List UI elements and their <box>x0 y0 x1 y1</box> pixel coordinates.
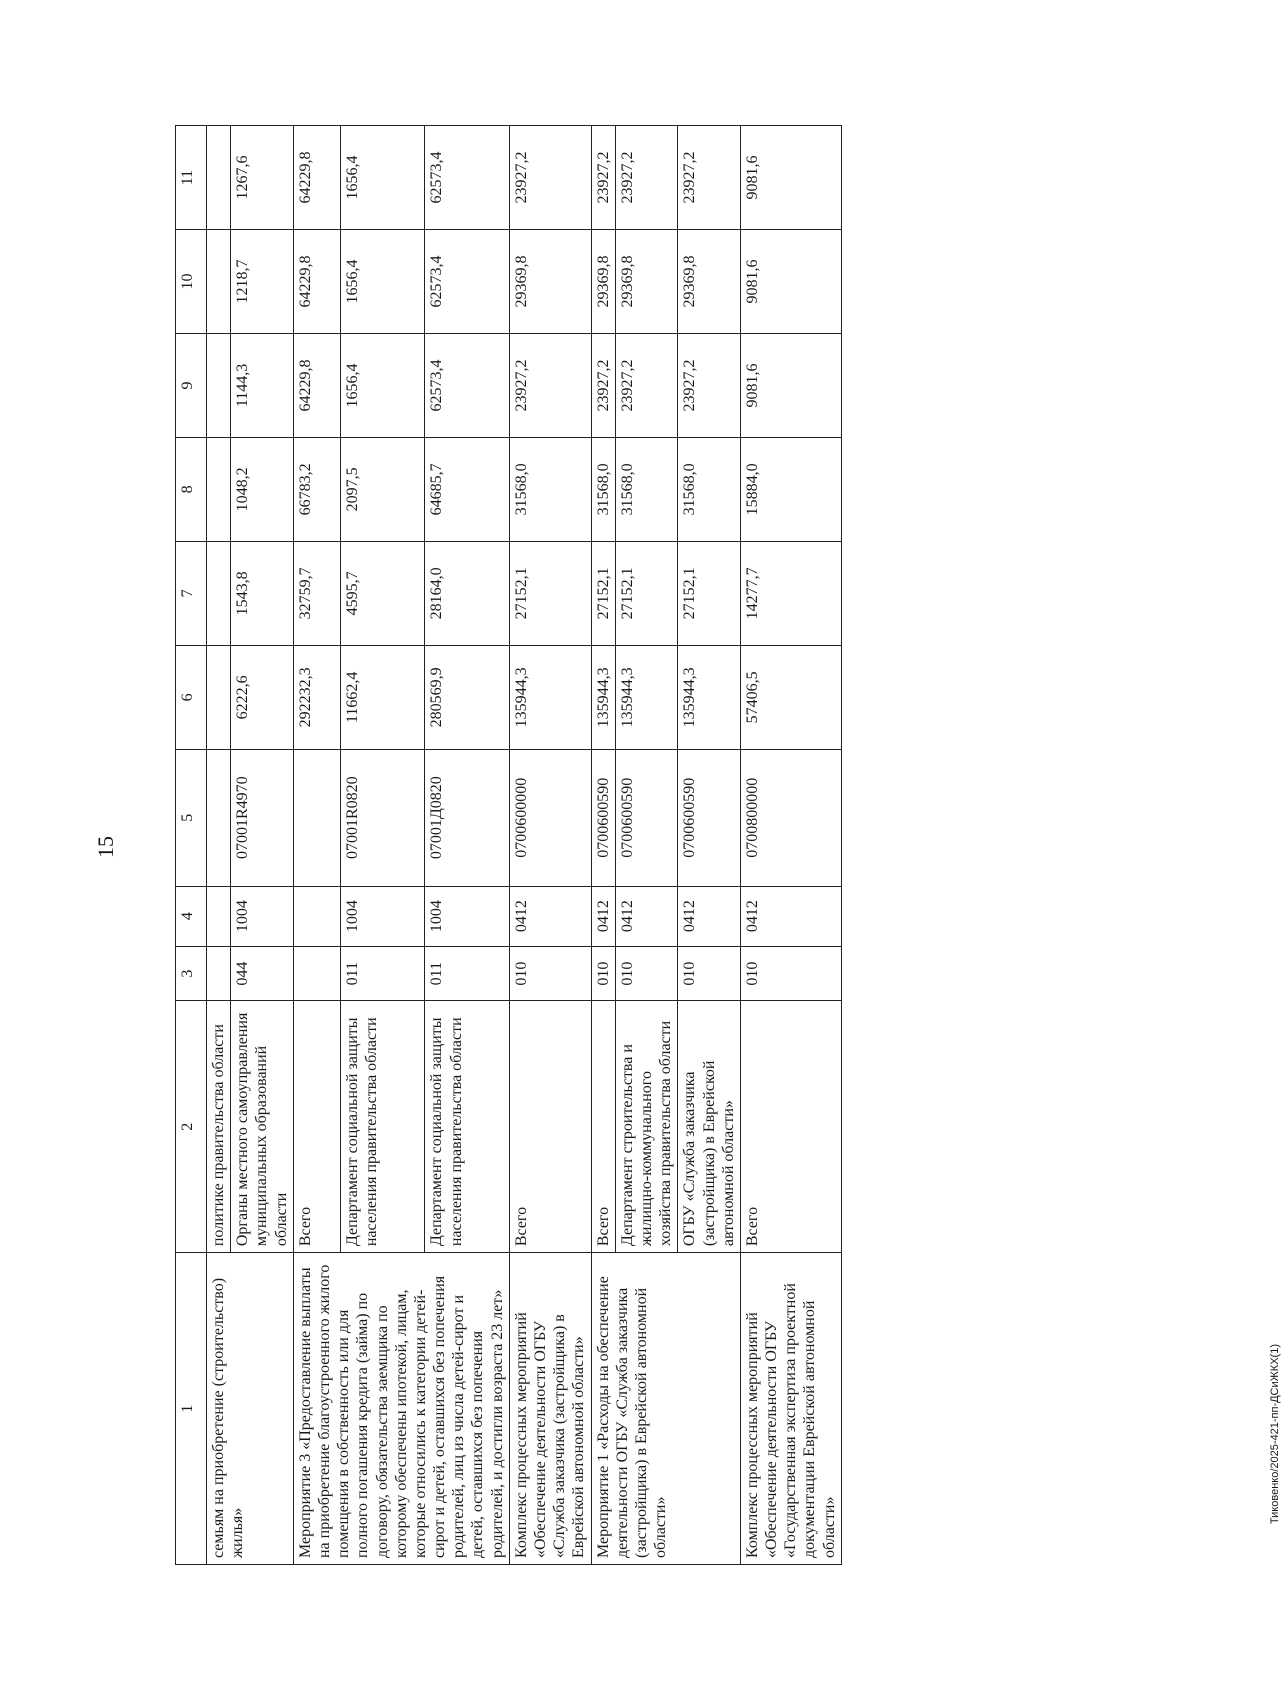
value-cell: 1656,4 <box>340 333 424 437</box>
value-cell: 27152,1 <box>615 541 678 645</box>
measure-name-cell: Комплекс процессных мероприятий «Обеспечение деятельности ОГБУ «Служба заказчика (застройщика) в Еврейской автономной области» <box>509 1253 591 1565</box>
value-cell: 23927,2 <box>678 126 741 230</box>
value-cell: 31568,0 <box>591 437 615 541</box>
value-cell: 23927,2 <box>615 126 678 230</box>
value-cell <box>207 437 231 541</box>
value-cell: 010 <box>591 946 615 1001</box>
value-cell: 6222,6 <box>231 645 294 749</box>
value-cell: 9081,6 <box>740 126 841 230</box>
value-cell: 07001R4970 <box>231 749 294 886</box>
value-cell: 28164,0 <box>425 541 510 645</box>
value-cell: 0412 <box>591 886 615 946</box>
value-cell: 9081,6 <box>740 230 841 334</box>
footer-document-code <box>1269 1254 1281 1525</box>
value-cell: 29369,8 <box>509 230 591 334</box>
value-cell: 010 <box>678 946 741 1001</box>
value-cell: 23927,2 <box>591 126 615 230</box>
table-header-row <box>176 126 207 1565</box>
value-cell: 23927,2 <box>615 333 678 437</box>
value-cell: 0412 <box>678 886 741 946</box>
value-cell: 23927,2 <box>509 126 591 230</box>
header-cell: 10 <box>176 230 207 334</box>
value-cell: 2097,5 <box>340 437 424 541</box>
value-cell: 29369,8 <box>615 230 678 334</box>
executor-cell: политике правительства области <box>207 1001 231 1253</box>
budget-table <box>175 125 842 1565</box>
table-row <box>740 126 841 1565</box>
value-cell: 29369,8 <box>678 230 741 334</box>
value-cell: 23927,2 <box>509 333 591 437</box>
header-cell: 7 <box>176 541 207 645</box>
value-cell: 0412 <box>509 886 591 946</box>
value-cell: 1543,8 <box>231 541 294 645</box>
header-cell: 8 <box>176 437 207 541</box>
executor-cell: Департамент социальной защиты населения правительства области <box>340 1001 424 1253</box>
value-cell: 044 <box>231 946 294 1001</box>
value-cell: 62573,4 <box>425 333 510 437</box>
value-cell: 29369,8 <box>591 230 615 334</box>
value-cell <box>293 946 340 1001</box>
executor-cell: Всего <box>509 1001 591 1253</box>
value-cell: 57406,5 <box>740 645 841 749</box>
table-row <box>591 126 615 1565</box>
value-cell: 011 <box>340 946 424 1001</box>
value-cell: 27152,1 <box>591 541 615 645</box>
value-cell: 64229,8 <box>293 126 340 230</box>
executor-cell: Органы местного самоуправления муниципальных образований области <box>231 1001 294 1253</box>
value-cell: 0700600590 <box>678 749 741 886</box>
value-cell: 011 <box>425 946 510 1001</box>
value-cell: 11662,4 <box>340 645 424 749</box>
executor-cell: Всего <box>740 1001 841 1253</box>
value-cell: 135944,3 <box>615 645 678 749</box>
value-cell <box>207 886 231 946</box>
value-cell: 31568,0 <box>615 437 678 541</box>
value-cell: 1004 <box>425 886 510 946</box>
header-cell: 1 <box>176 1253 207 1565</box>
value-cell: 1144,3 <box>231 333 294 437</box>
value-cell: 1656,4 <box>340 230 424 334</box>
executor-cell: Департамент строительства и жилищно-коммунального хозяйства правительства области <box>615 1001 678 1253</box>
value-cell <box>207 645 231 749</box>
value-cell: 27152,1 <box>678 541 741 645</box>
value-cell: 23927,2 <box>591 333 615 437</box>
value-cell <box>207 749 231 886</box>
value-cell <box>207 541 231 645</box>
header-cell: 9 <box>176 333 207 437</box>
table-row <box>293 126 340 1565</box>
value-cell: 010 <box>509 946 591 1001</box>
executor-cell: Всего <box>293 1001 340 1253</box>
executor-cell: Департамент социальной защиты населения правительства области <box>425 1001 510 1253</box>
value-cell: 23927,2 <box>678 333 741 437</box>
value-cell: 1218,7 <box>231 230 294 334</box>
executor-cell: Всего <box>591 1001 615 1253</box>
value-cell: 1004 <box>340 886 424 946</box>
value-cell: 15884,0 <box>740 437 841 541</box>
value-cell <box>207 126 231 230</box>
value-cell: 4595,7 <box>340 541 424 645</box>
value-cell: 292232,3 <box>293 645 340 749</box>
footer-document-code-text: Тиковенко/2025-421-пп-ДСиЖКХ(1) <box>1269 1344 1281 1525</box>
value-cell: 07001R0820 <box>340 749 424 886</box>
value-cell: 0700600000 <box>509 749 591 886</box>
value-cell: 07001Д0820 <box>425 749 510 886</box>
value-cell <box>293 749 340 886</box>
executor-cell: ОГБУ «Служба заказчика (застройщика) в Еврейской автономной области» <box>678 1001 741 1253</box>
table-row <box>509 126 591 1565</box>
measure-name-cell: Мероприятие 3 «Предоставление выплаты на приобретение благоустроенного жилого помещения в собственность или для полного погашения кредита (займа) по договору, обязательства заемщика по которому обеспечены ипотекой, лицам, которые относились к категории детей-сирот и детей, оставшихся без попечения родителей, лиц из числа детей-сирот и детей, оставшихся без попечения родителей, и достигли возраста 23 лет» <box>293 1253 509 1565</box>
header-cell: 5 <box>176 749 207 886</box>
header-cell: 4 <box>176 886 207 946</box>
table-body <box>176 126 842 1565</box>
value-cell: 010 <box>740 946 841 1001</box>
value-cell: 9081,6 <box>740 333 841 437</box>
rotated-table-container <box>175 125 1125 1565</box>
value-cell: 135944,3 <box>678 645 741 749</box>
value-cell: 14277,7 <box>740 541 841 645</box>
value-cell: 1004 <box>231 886 294 946</box>
value-cell: 0412 <box>740 886 841 946</box>
header-cell: 3 <box>176 946 207 1001</box>
measure-name-cell: Комплекс процессных мероприятий «Обеспечение деятельности ОГБУ «Государственная экспертиза проектной документации Еврейской автономной области» <box>740 1253 841 1565</box>
value-cell: 135944,3 <box>509 645 591 749</box>
header-cell: 11 <box>176 126 207 230</box>
value-cell <box>207 230 231 334</box>
value-cell: 010 <box>615 946 678 1001</box>
value-cell: 64229,8 <box>293 230 340 334</box>
value-cell: 64685,7 <box>425 437 510 541</box>
value-cell: 62573,4 <box>425 126 510 230</box>
value-cell: 0700800000 <box>740 749 841 886</box>
value-cell: 1267,6 <box>231 126 294 230</box>
value-cell: 0700600590 <box>591 749 615 886</box>
value-cell: 135944,3 <box>591 645 615 749</box>
value-cell: 0412 <box>615 886 678 946</box>
value-cell <box>293 886 340 946</box>
table-row <box>207 126 231 1565</box>
header-cell: 6 <box>176 645 207 749</box>
value-cell: 1048,2 <box>231 437 294 541</box>
value-cell: 27152,1 <box>509 541 591 645</box>
value-cell <box>207 333 231 437</box>
value-cell <box>207 946 231 1001</box>
measure-name-cell: Мероприятие 1 «Расходы на обеспечение деятельности ОГБУ «Служба заказчика (застройщика) в Еврейской автономной области» <box>591 1253 740 1565</box>
value-cell: 280569,9 <box>425 645 510 749</box>
value-cell: 0700600590 <box>615 749 678 886</box>
value-cell: 31568,0 <box>678 437 741 541</box>
value-cell: 31568,0 <box>509 437 591 541</box>
value-cell: 32759,7 <box>293 541 340 645</box>
value-cell: 1656,4 <box>340 126 424 230</box>
value-cell: 64229,8 <box>293 333 340 437</box>
page-number: 15 <box>93 836 118 858</box>
measure-name-cell: семьям на приобретение (строительство) жилья» <box>207 1253 294 1565</box>
value-cell: 62573,4 <box>425 230 510 334</box>
header-cell: 2 <box>176 1001 207 1253</box>
value-cell: 66783,2 <box>293 437 340 541</box>
